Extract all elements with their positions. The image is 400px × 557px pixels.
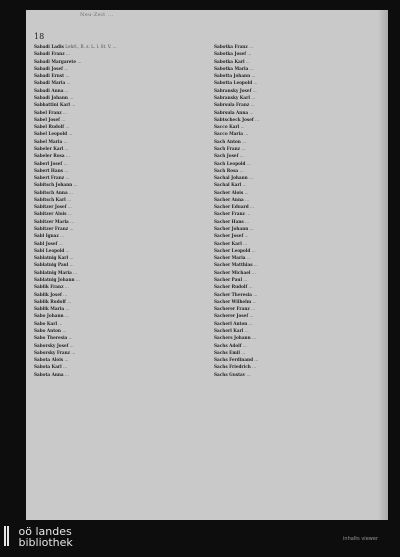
entry-details: Lehrl., B. z. L. l. St. V. ... [65, 44, 117, 49]
entry-name: Sabrsula Anna [214, 109, 249, 115]
entry-name: Sabl Ignaz [34, 233, 59, 239]
entry-details: ... [70, 218, 75, 224]
list-item [34, 182, 194, 188]
entry-details: ... [246, 255, 251, 261]
list-item [214, 124, 374, 130]
entry-name: Sabitsch Karl [34, 196, 66, 202]
entry-name: Sacher Wilhelm [214, 298, 252, 304]
entry-details: ... [252, 364, 257, 370]
entry-name: Sabadi Franz [34, 51, 65, 57]
entry-name: Sabadi Johann [34, 94, 68, 100]
entry-name: Sacher Johann [214, 226, 249, 232]
list-item [34, 124, 194, 130]
entry-details: ... [69, 262, 74, 268]
entry-details: ... [69, 189, 73, 195]
entry-name: Sablatnig Johann [34, 277, 75, 282]
entry-details: ... [242, 342, 247, 348]
entry-details: ... [245, 218, 250, 224]
entry-name: Sabransky Karl [214, 94, 250, 100]
list-item [34, 270, 194, 276]
right-column [214, 44, 374, 379]
entry-name: Sacherer Franz [214, 306, 250, 312]
entry-details: ... [241, 145, 246, 151]
entry-details: ... [65, 73, 70, 79]
entry-details: ... [64, 371, 69, 377]
entry-details: ... [68, 131, 73, 137]
entry-name: Sacher Paul [214, 277, 243, 282]
left-column [34, 44, 194, 379]
list-item [34, 241, 194, 247]
entry-name: Sach Anton [214, 138, 241, 144]
entry-details: ... [67, 298, 72, 304]
list-item [34, 204, 194, 210]
entry-name: Sabadi Maria [34, 80, 66, 86]
entry-name: Sach Rosa [214, 167, 239, 173]
entry-name: Sacher Alois [214, 189, 244, 195]
entry-name: Sachs Ferdinand [214, 357, 254, 363]
list-item [34, 73, 194, 79]
entry-name: Sabel Josef [34, 116, 60, 122]
entry-name: Sablik Franz [34, 284, 64, 290]
entry-name: Sacher Karl [214, 240, 242, 246]
entry-details: ... [65, 124, 70, 130]
entry-name: Sabo Anton [34, 327, 61, 333]
entry-details: ... [64, 313, 69, 319]
entry-name: Sabel Leopold [34, 131, 68, 137]
entry-details: ... [62, 327, 67, 333]
entry-name: Sablik Rudolf [34, 298, 66, 304]
list-item [34, 131, 194, 137]
list-item [214, 292, 374, 298]
entry-details: ... [66, 80, 71, 86]
entry-details: ... [240, 124, 245, 130]
entry-name: Sabotka Karl [214, 58, 245, 64]
list-item [34, 139, 194, 145]
page-number: 18 [34, 32, 45, 41]
library-logo [4, 526, 73, 548]
entry-details: ... [63, 138, 68, 144]
entry-name: Sabotta Johann [214, 73, 251, 79]
list-item [214, 59, 374, 65]
list-item [214, 44, 374, 50]
logo-line-2: bibliothek [18, 536, 73, 549]
entry-details: ... [67, 211, 72, 217]
list-item [214, 161, 374, 167]
entry-name: Sabadi Ernst [34, 73, 65, 79]
entry-name: Sabitsch Anna [34, 189, 68, 195]
entry-details: ... [75, 277, 80, 282]
entry-name: Sabotka Josef [214, 51, 247, 57]
entry-name: Sacco Maria [214, 131, 243, 137]
list-item [34, 59, 194, 65]
entry-name: Sabeler Rosa [34, 153, 65, 159]
entry-details: ... [63, 160, 68, 166]
list-item [34, 357, 194, 363]
entry-name: Sabransky Josef [214, 87, 252, 93]
list-item [34, 117, 194, 123]
entry-details: ... [69, 226, 74, 232]
list-item [34, 335, 194, 341]
entry-details: ... [245, 196, 250, 202]
list-item [34, 66, 194, 72]
entry-details: ... [251, 247, 256, 253]
entry-name: Sabadi Margarete [34, 58, 77, 64]
list-item [214, 146, 374, 152]
list-item [34, 211, 194, 217]
entry-details: ... [246, 160, 251, 166]
list-item [214, 335, 374, 341]
list-item [214, 270, 374, 276]
entry-details: ... [243, 240, 248, 246]
entry-details: ... [67, 196, 72, 202]
list-item [34, 226, 194, 232]
list-item [34, 343, 194, 349]
entry-details: ... [253, 80, 258, 86]
list-item [214, 299, 374, 305]
entry-name: Sacher Maria [214, 255, 246, 261]
entry-name: Sablik Josef [34, 291, 62, 297]
entry-details: ... [71, 349, 76, 355]
entry-details: ... [250, 204, 255, 210]
entry-name: Sacher Anna [214, 196, 244, 202]
list-item [34, 233, 194, 239]
list-item [214, 248, 374, 254]
entry-name: Sabel Franz [34, 109, 62, 115]
list-item [34, 219, 194, 225]
entry-name: Sabitzer Maria [34, 218, 69, 224]
list-item [34, 350, 194, 356]
entry-name: Sacher Leopold [214, 247, 251, 253]
entry-details: ... [243, 277, 248, 282]
entry-name: Sacherl Karl [214, 327, 244, 333]
entry-name: Sachs Gustav [214, 371, 246, 377]
entry-name: Sachs Emil [214, 349, 240, 355]
entry-name: Sach Josef [214, 153, 239, 159]
list-item [214, 117, 374, 123]
list-item [34, 95, 194, 101]
entry-details: ... [251, 269, 256, 275]
entry-details: ... [63, 364, 68, 370]
list-item [214, 219, 374, 225]
list-item [214, 95, 374, 101]
entry-details: ... [253, 291, 258, 297]
list-item [214, 321, 374, 327]
entry-name: Sacherer Josef [214, 313, 249, 319]
entry-name: Saborsky Franz [34, 349, 71, 355]
list-item [34, 88, 194, 94]
entry-name: Saborsky Josef [34, 342, 69, 348]
entry-name: Sablatnig Karl [34, 255, 69, 261]
entry-name: Sabota Anna [34, 371, 64, 377]
list-item [214, 190, 374, 196]
entry-details: ... [61, 116, 66, 122]
entry-details: ... [242, 182, 247, 188]
entry-details: ... [64, 167, 69, 173]
entry-details: ... [63, 291, 68, 297]
entry-details: ... [254, 357, 259, 363]
entry-name: Sabeler Karl [34, 145, 64, 151]
list-item [34, 372, 194, 378]
entry-name: Sacher Eduard [214, 204, 249, 210]
entry-name: Sabotka Maria [214, 65, 249, 71]
entry-name: Sabl Josef [34, 240, 58, 246]
list-item [214, 241, 374, 247]
list-item [214, 313, 374, 319]
entry-name: Sacher Rudolf [214, 284, 248, 290]
entry-details: ... [251, 73, 256, 79]
entry-details: ... [242, 138, 247, 144]
entry-details: ... [69, 255, 74, 261]
entry-details: ... [249, 44, 254, 49]
entry-details: ... [249, 313, 254, 319]
entry-name: Sabo Johann [34, 313, 64, 319]
list-item [214, 139, 374, 145]
entry-details: ... [244, 131, 249, 137]
entry-details: ... [73, 182, 78, 188]
list-item [214, 226, 374, 232]
entry-name: Sach Leopold [214, 160, 246, 166]
list-item [214, 66, 374, 72]
entry-details: ... [245, 58, 250, 64]
list-item [34, 248, 194, 254]
entry-details: ... [251, 94, 256, 100]
list-item [214, 233, 374, 239]
entry-details: ... [73, 269, 78, 275]
entry-details: ... [249, 175, 254, 181]
list-item [214, 197, 374, 203]
list-item [34, 110, 194, 116]
entry-name: Sablatnig Maria [34, 269, 72, 275]
list-item [214, 110, 374, 116]
entry-details: ... [244, 327, 249, 333]
entry-name: Sabitzer Alois [34, 211, 67, 217]
entry-details: ... [64, 87, 69, 93]
entry-details: ... [246, 371, 251, 377]
entry-name: Sabert Franz [34, 175, 65, 181]
logo-line-1: oö landes [18, 525, 72, 538]
entry-name: Sacher Matthias [214, 262, 253, 268]
entry-name: Sabitzer Franz [34, 226, 69, 232]
entry-name: Sach Franz [214, 145, 241, 151]
entry-details: ... [62, 109, 67, 115]
entry-details: ... [69, 342, 74, 348]
entry-details: ... [69, 94, 74, 100]
entry-details: ... [71, 102, 76, 108]
list-item [34, 161, 194, 167]
entry-name: Sabota Alois [34, 357, 64, 363]
entry-name: Sacher Hans [214, 218, 244, 224]
list-item [34, 321, 194, 327]
entry-details: ... [247, 51, 252, 57]
entry-name: Sachers Johann [214, 335, 251, 341]
entry-name: Sacher Theresia [214, 291, 253, 297]
entry-details: ... [249, 109, 254, 115]
entry-details: ... [64, 145, 69, 151]
entry-name: Sacherl Anton [214, 320, 248, 326]
entry-name: Sablik Maria [34, 306, 65, 312]
entry-details: ... [65, 51, 70, 57]
entry-details: ... [68, 335, 73, 341]
list-item [34, 51, 194, 57]
list-item [214, 277, 374, 283]
list-item [34, 80, 194, 86]
entry-details: ... [65, 306, 70, 312]
entry-details: ... [58, 240, 63, 246]
scanned-page [26, 10, 388, 520]
list-item [214, 328, 374, 334]
entry-name: Sacco Karl [214, 124, 240, 130]
entry-details: ... [244, 233, 249, 239]
entry-name: Sabel Maria [34, 138, 63, 144]
logo-bars-icon [4, 526, 12, 546]
entry-details: ... [65, 247, 70, 253]
list-item [34, 146, 194, 152]
entry-details: ... [60, 233, 65, 239]
list-item [34, 175, 194, 181]
entry-details: ... [64, 65, 69, 71]
entry-details: ... [67, 204, 72, 210]
entry-details: ... [65, 153, 70, 159]
entry-details: ... [255, 116, 260, 122]
entry-details: ... [248, 320, 253, 326]
entry-name: Sabel Rudolf [34, 124, 65, 130]
list-item [214, 357, 374, 363]
entry-details: ... [249, 226, 254, 232]
list-item [214, 255, 374, 261]
entry-details: ... [244, 189, 249, 195]
list-item [214, 80, 374, 86]
entry-details: ... [251, 335, 256, 341]
list-item [214, 262, 374, 268]
entry-details: ... [64, 284, 69, 290]
list-item [34, 299, 194, 305]
entry-name: Saberl Josef [34, 160, 63, 166]
list-item [34, 277, 194, 283]
entry-name: Sabadi Josef [34, 65, 63, 71]
list-item [214, 131, 374, 137]
entry-name: Sabo Theresia [34, 335, 68, 341]
list-item [34, 255, 194, 261]
entry-details: ... [65, 175, 70, 181]
entry-name: Sabl Leopold [34, 247, 65, 253]
list-item [34, 190, 194, 196]
entry-details: ... [64, 357, 69, 363]
entry-details: ... [249, 65, 254, 71]
entry-name: Sabrsula Franz [214, 102, 250, 108]
entry-name: Sacher Franz [214, 211, 245, 217]
entry-name: Sabadi Anna [34, 87, 64, 93]
entry-name: Sabitzer Josef [34, 204, 67, 210]
list-item [214, 73, 374, 79]
entry-details: ... [248, 284, 253, 290]
list-item [214, 88, 374, 94]
entry-name: Sablatnig Paul [34, 262, 69, 268]
list-item [214, 204, 374, 210]
list-item [34, 168, 194, 174]
list-item [34, 364, 194, 370]
running-head: Neu-Zeit ... [80, 12, 114, 18]
list-item [214, 364, 374, 370]
entry-details: ... [239, 153, 244, 159]
viewer-credit: inhalts viewer [343, 536, 378, 542]
entry-name: Sachal Karl [214, 182, 242, 188]
list-item [214, 102, 374, 108]
entry-details: ... [251, 306, 256, 312]
list-item [214, 284, 374, 290]
entry-details: ... [77, 58, 82, 64]
list-item [34, 292, 194, 298]
list-item [34, 284, 194, 290]
list-item [214, 350, 374, 356]
entry-name: Sabo Karl [34, 320, 58, 326]
list-item [214, 51, 374, 57]
list-item [214, 372, 374, 378]
entry-name: Sabotka Franz [214, 44, 248, 49]
entry-name: Sacher Michael [214, 269, 251, 275]
list-item [34, 313, 194, 319]
entry-name: Sabotta Leopold [214, 80, 253, 86]
entry-name: Sabert Hans [34, 167, 63, 173]
entry-name: Sabota Karl [34, 364, 62, 370]
entry-details: ... [58, 320, 63, 326]
entry-details: ... [241, 349, 246, 355]
entry-details: ... [239, 167, 244, 173]
list-item [214, 153, 374, 159]
list-item [34, 306, 194, 312]
entry-name: Sachal Johann [214, 175, 248, 181]
entry-details: ... [253, 262, 258, 268]
entry-name: Sabadi Ladis [34, 44, 64, 49]
entry-name: Sabbattini Karl [34, 102, 71, 108]
list-item [214, 211, 374, 217]
list-item [34, 102, 194, 108]
list-item [214, 306, 374, 312]
entry-details: ... [252, 298, 257, 304]
entry-name: Sachs Adolf [214, 342, 242, 348]
list-item [34, 262, 194, 268]
entry-details: ... [250, 102, 255, 108]
entry-name: Sacher Josef [214, 233, 244, 239]
entry-details: ... [246, 211, 251, 217]
list-item [214, 168, 374, 174]
list-item [214, 343, 374, 349]
list-item [214, 175, 374, 181]
list-item [214, 182, 374, 188]
entry-name: Sabtscheck Josef [214, 116, 254, 122]
list-item [34, 197, 194, 203]
list-item [34, 44, 194, 50]
list-item [34, 328, 194, 334]
entry-name: Sabitsch Johann [34, 182, 73, 188]
list-item [34, 153, 194, 159]
entry-details: ... [252, 87, 257, 93]
entry-name: Sachs Friedrich [214, 364, 251, 370]
